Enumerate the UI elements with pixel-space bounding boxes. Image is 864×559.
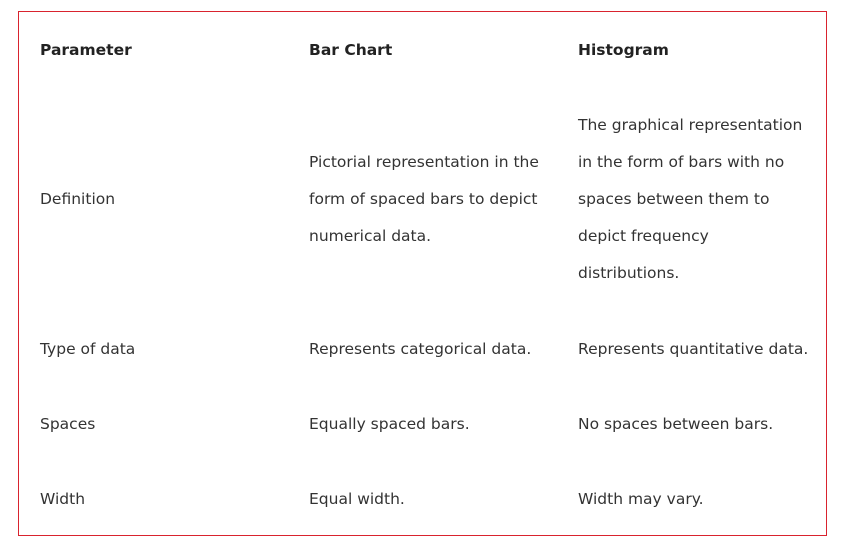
table-row [40,461,815,536]
cell-histogram [578,87,815,311]
cell-parameter: Width [40,489,86,508]
cell-parameter: Definition [40,190,116,208]
cell-bar-chart-text: Pictorial representation in the form of spaced bars to depict numerical data. [309,152,539,245]
cell-bar-chart: Equal width. [309,489,405,508]
cell-bar-chart: Equally spaced bars. [309,414,470,433]
cell-bar-chart [309,87,578,311]
table-row [40,311,815,386]
table-row [40,87,815,311]
header-bar-chart: Bar Chart [309,40,393,59]
cell-histogram: No spaces between bars. [578,414,774,433]
header-parameter: Parameter [40,40,132,59]
cell-histogram: Represents quantitative data. [578,339,809,358]
comparison-table-frame [18,11,827,536]
cell-bar-chart: Represents categorical data. [309,339,532,358]
cell-histogram-text: The graphical representation in the form of bars with no spaces between them to depict frequency distributions. [578,115,803,282]
cell-histogram: Width may vary. [578,489,704,508]
table-row [40,386,815,461]
comparison-table [40,12,815,536]
table-header-row [40,12,815,87]
cell-parameter: Type of data [40,339,136,358]
cell-parameter: Spaces [40,414,96,433]
header-histogram: Histogram [578,40,669,59]
